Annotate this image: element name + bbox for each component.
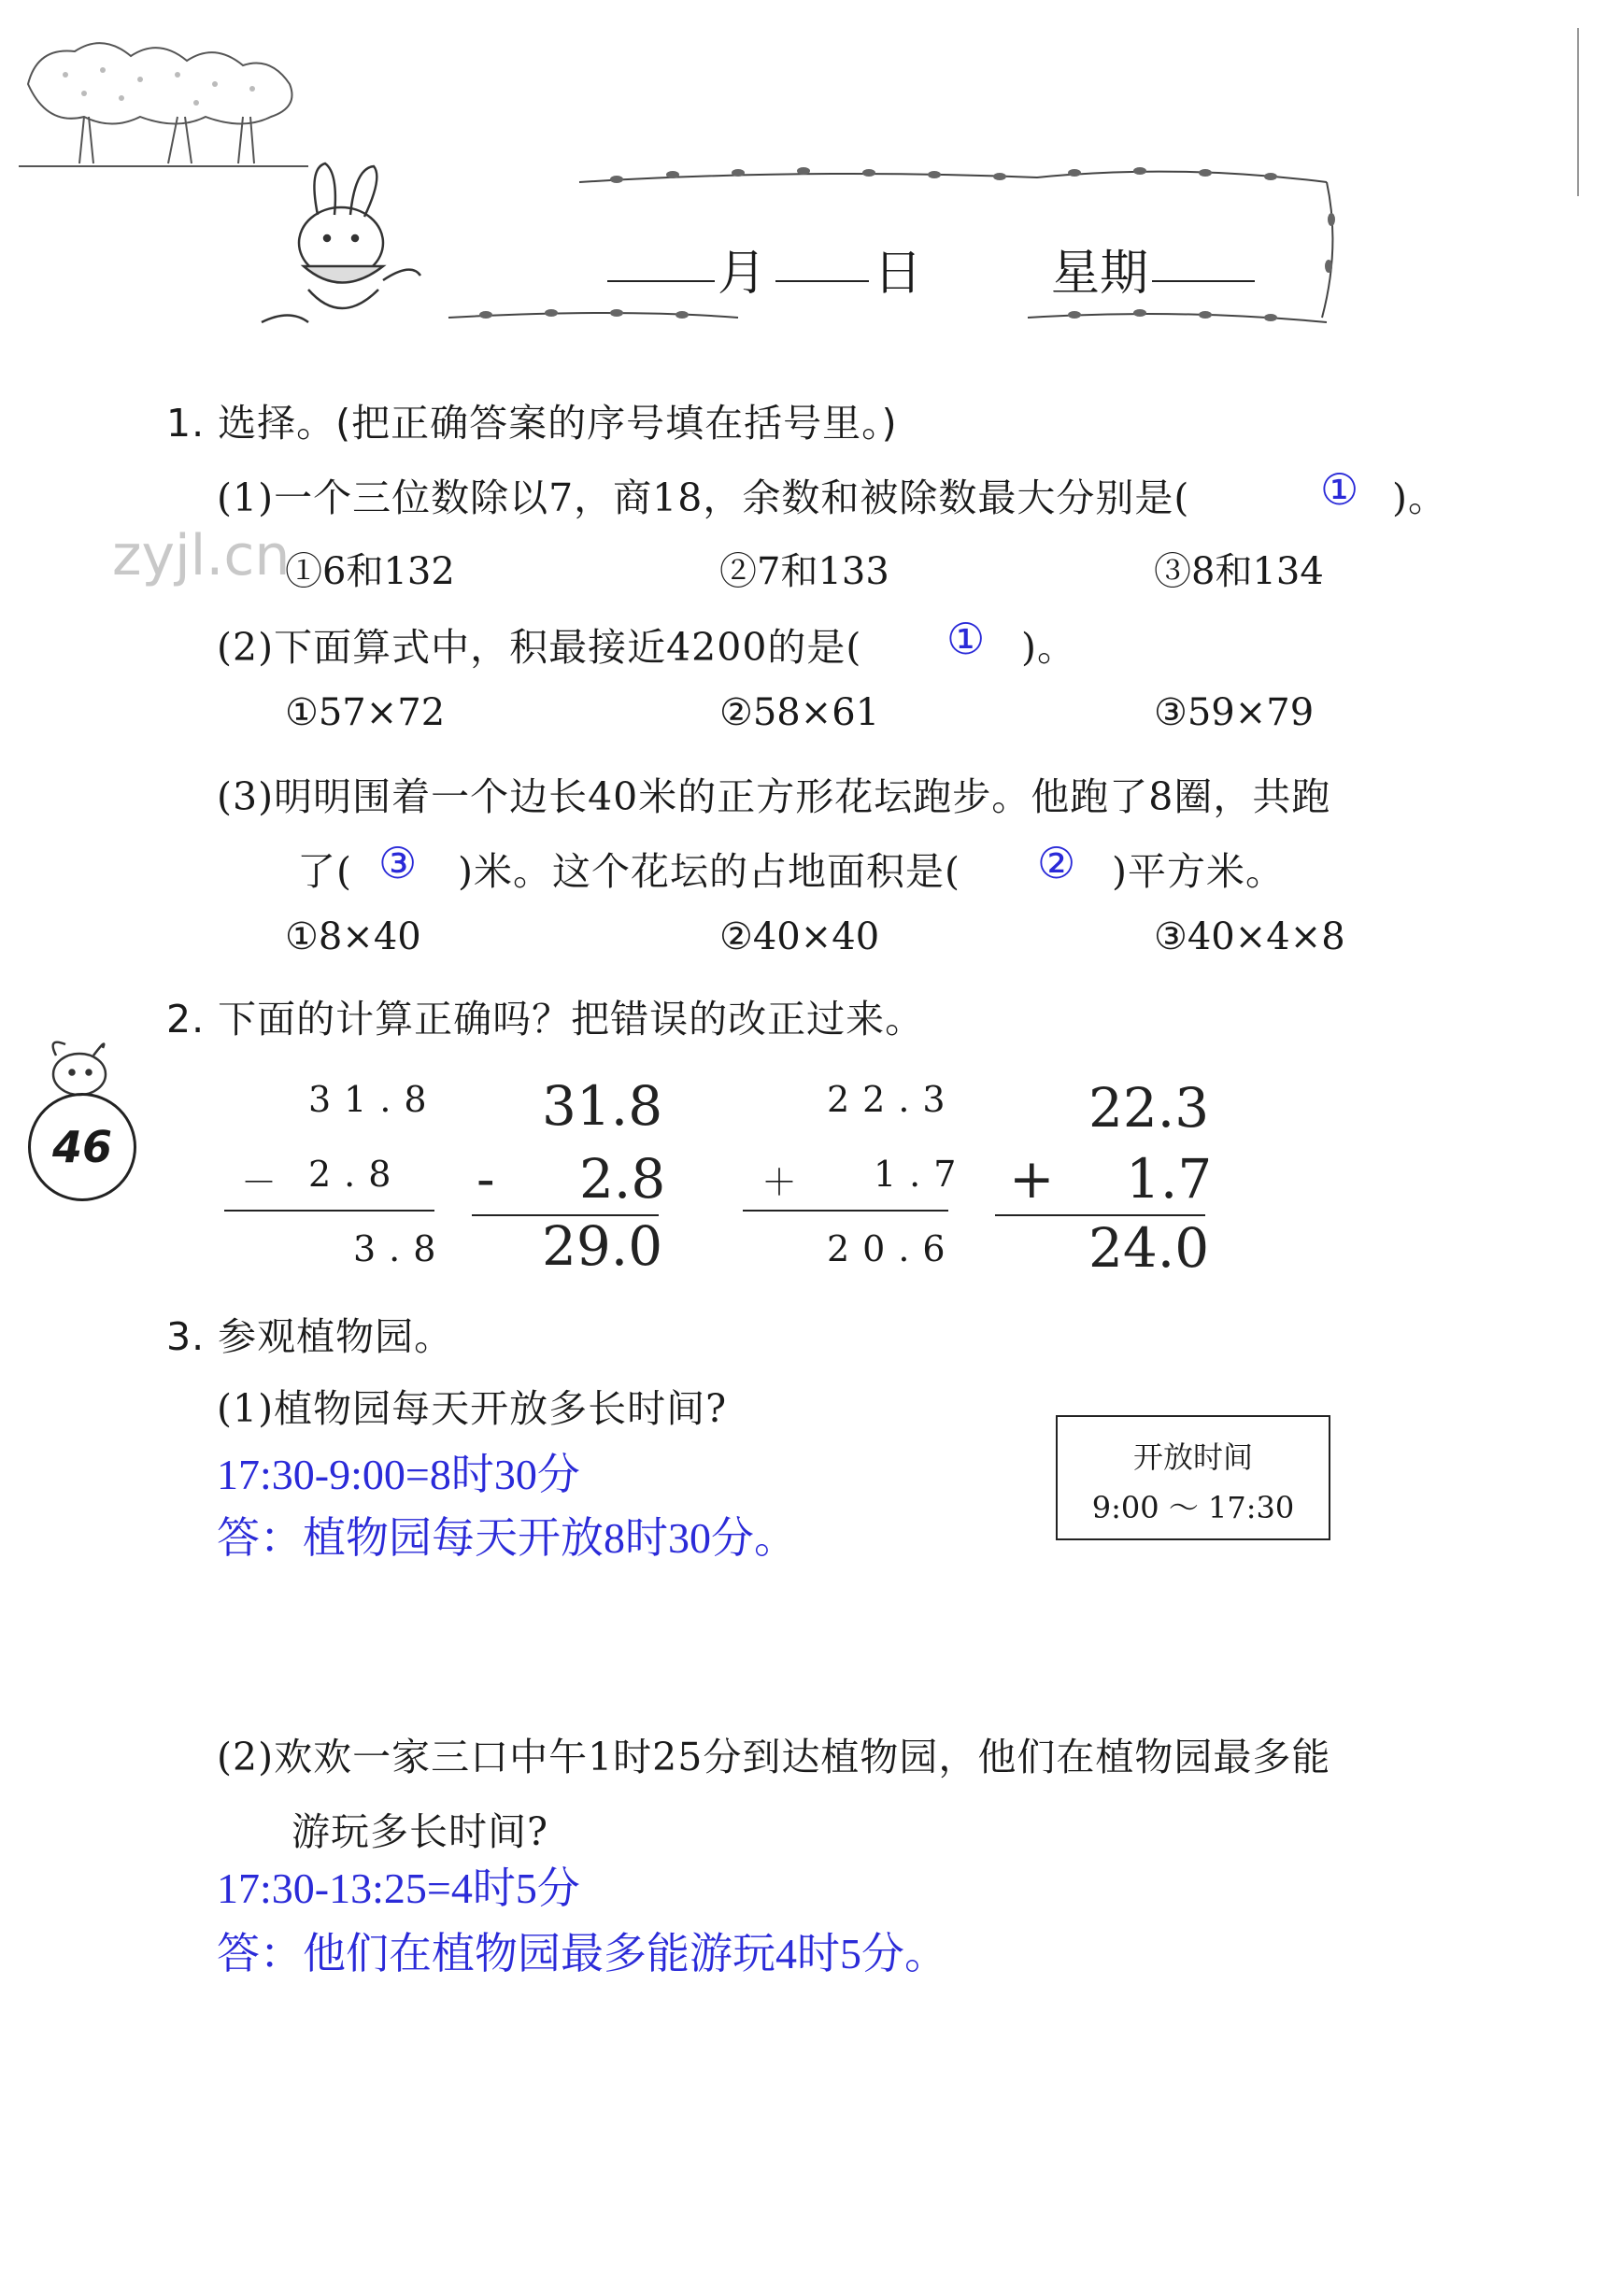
calc2-fix-op: + [1009, 1147, 1055, 1211]
q1-p3-line2-b: )米。这个花坛的占地面积是( [458, 849, 960, 894]
rabbit-mascot-illustration [252, 159, 439, 336]
q3-p2-answer: 答：他们在植物园最多能游玩4时5分。 [217, 1930, 947, 1977]
day-blank [775, 280, 869, 282]
weekday-blank [1152, 280, 1255, 282]
q3-p1-work: 17:30-9:00=8时30分 [217, 1451, 580, 1498]
calc2-print-result: 20.6 [827, 1228, 959, 1269]
watermark: zyjl.cn [112, 523, 291, 588]
q3-p1-answer: 答：植物园每天开放8时30分。 [217, 1514, 797, 1562]
opening-hours-title: 开放时间 [1132, 1439, 1253, 1475]
calc1-print-bottom: 2.8 [308, 1154, 405, 1195]
calc2-print-op: ＋ [761, 1162, 811, 1203]
q1-p1-option-3: ③8和134 [1154, 550, 1324, 593]
q1-p2-close: )。 [1021, 625, 1076, 670]
calc2-fix-top: 22.3 [1088, 1076, 1210, 1140]
opening-hours-box [1056, 1415, 1330, 1540]
q1-p1-option-1: ①6和132 [285, 550, 455, 593]
q3-p2-line1: (2)欢欢一家三口中午1时25分到达植物园，他们在植物园最多能 [217, 1735, 1331, 1779]
calc1-print-rule [224, 1210, 434, 1212]
trees-illustration [19, 28, 308, 168]
q1-p3-line2-c: )平方米。 [1112, 849, 1285, 894]
day-label: 日 [874, 246, 923, 302]
q1-p2-option-1: ①57×72 [285, 691, 446, 734]
calc2-print-top: 22.3 [827, 1079, 959, 1120]
page-edge-line [1577, 28, 1579, 196]
calc1-print-op: － [241, 1162, 291, 1203]
q1-p1-option-2: ②7和133 [719, 550, 889, 593]
q1-p3-line2-a: 了( [297, 849, 352, 894]
month-label: 月 [718, 246, 767, 302]
q1-p1-close: )。 [1392, 475, 1447, 520]
page-number: 46 [28, 1093, 136, 1201]
calc2-fix-bottom: 1.7 [1126, 1147, 1213, 1211]
q1-p2-answer: ① [946, 614, 986, 664]
q3-title: 3. 参观植物园。 [166, 1314, 454, 1359]
q1-p2-option-2: ②58×61 [719, 691, 880, 734]
q1-p3-option-2: ②40×40 [719, 915, 880, 958]
calc1-print-top: 31.8 [308, 1079, 440, 1120]
calc2-print-bottom: 1.7 [874, 1154, 970, 1195]
q3-p1-text: (1)植物园每天开放多长时间? [217, 1386, 728, 1431]
q1-title: 1. 选择。(把正确答案的序号填在括号里。) [166, 401, 898, 446]
opening-hours-value: 9:00 ～ 17:30 [1091, 1490, 1295, 1525]
q1-p3-answer-2: ② [1037, 838, 1076, 888]
calc1-print-result: 3.8 [353, 1228, 449, 1269]
calc1-fix-op: - [476, 1147, 495, 1211]
calc1-fix-result: 29.0 [542, 1214, 663, 1278]
calc2-print-rule [743, 1210, 948, 1212]
q1-p1-answer: ① [1320, 464, 1359, 515]
q1-p2-option-3: ③59×79 [1154, 691, 1315, 734]
weekday-label: 星期 [1051, 246, 1149, 302]
calc1-fix-bottom: 2.8 [579, 1147, 666, 1211]
q1-p3-option-3: ③40×4×8 [1154, 915, 1345, 958]
q1-p2-text: (2)下面算式中，积最接近4200的是( [217, 625, 862, 670]
q3-p2-work: 17:30-13:25=4时5分 [217, 1864, 580, 1912]
q1-p1-text: (1)一个三位数除以7，商18，余数和被除数最大分别是( [217, 475, 1190, 520]
calc1-fix-top: 31.8 [542, 1074, 663, 1138]
q1-p3-answer-1: ③ [378, 838, 418, 888]
q2-title: 2. 下面的计算正确吗？把错误的改正过来。 [166, 997, 925, 1042]
month-blank [607, 280, 715, 282]
q3-p2-line2: 游玩多长时间? [292, 1809, 548, 1854]
calc2-fix-result: 24.0 [1088, 1216, 1210, 1280]
q1-p3-option-1: ①8×40 [285, 915, 421, 958]
q1-p3-line1: (3)明明围着一个边长40米的正方形花坛跑步。他跑了8圈，共跑 [217, 774, 1331, 819]
